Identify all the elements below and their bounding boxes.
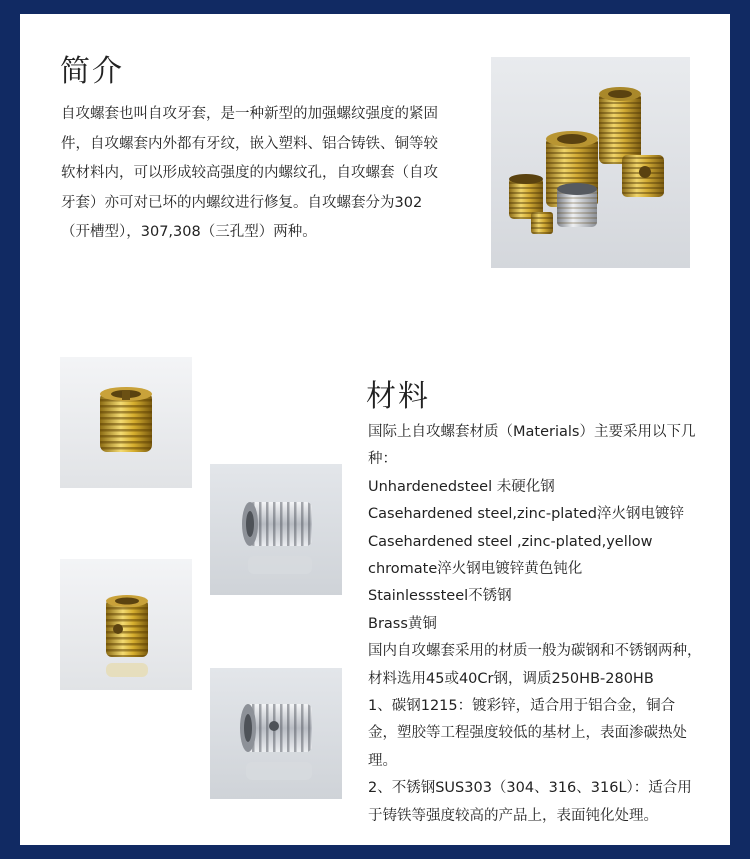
materials-line: Casehardened steel,zinc-plated淬火钢电镀锌 — [368, 506, 684, 523]
intro-body: 自攻螺套也叫自攻牙套，是一种新型的加强螺纹强度的紧固件，自攻螺套内外都有牙纹，嵌入塑料、铝合铸铁、铜等较软材料内，可以形成较高强度的内螺纹孔，自攻螺套（自攻牙套）亦可对已坏的内螺纹进行修复。自攻螺套分为302（开槽型），307,308（三孔型）两种。 — [61, 106, 438, 240]
steel-three-hole-insert-photo — [210, 668, 342, 799]
brass-three-hole-insert-photo — [60, 559, 192, 690]
materials-line: Brass黄铜 — [368, 615, 437, 632]
brass-slotted-insert-photo — [60, 357, 192, 488]
materials-line: 2、不锈钢SUS303（304、316、316L）：适合用于铸铁等强度较高的产品上，表面钝化处理。 — [368, 780, 692, 824]
steel-slotted-insert-photo — [210, 464, 342, 595]
materials-line: Stainlesssteel不锈钢 — [368, 588, 512, 605]
intro-title: 简介 — [60, 54, 124, 89]
materials-line: 国际上自攻螺套材质（Materials）主要采用以下几种： — [368, 424, 696, 468]
materials-line: 1、碳钢1215：镀彩锌，适合用于铝合金，铜合金，塑胶等工程强度较低的基材上，表面渗碳热处理。 — [368, 698, 687, 769]
materials-line: Casehardened steel ,zinc-plated,yellow chromate淬火钢电镀锌黄色钝化 — [368, 533, 653, 578]
materials-title: 材料 — [366, 379, 430, 414]
materials-line: Unhardenedsteel 未硬化钢 — [368, 478, 555, 495]
product-photo-group — [491, 57, 690, 268]
materials-line: 国内自攻螺套采用的材质一般为碳钢和不锈钢两种，材料选用45或40Cr钢，调质250HB-280HB — [368, 643, 702, 687]
materials-list — [368, 419, 703, 830]
